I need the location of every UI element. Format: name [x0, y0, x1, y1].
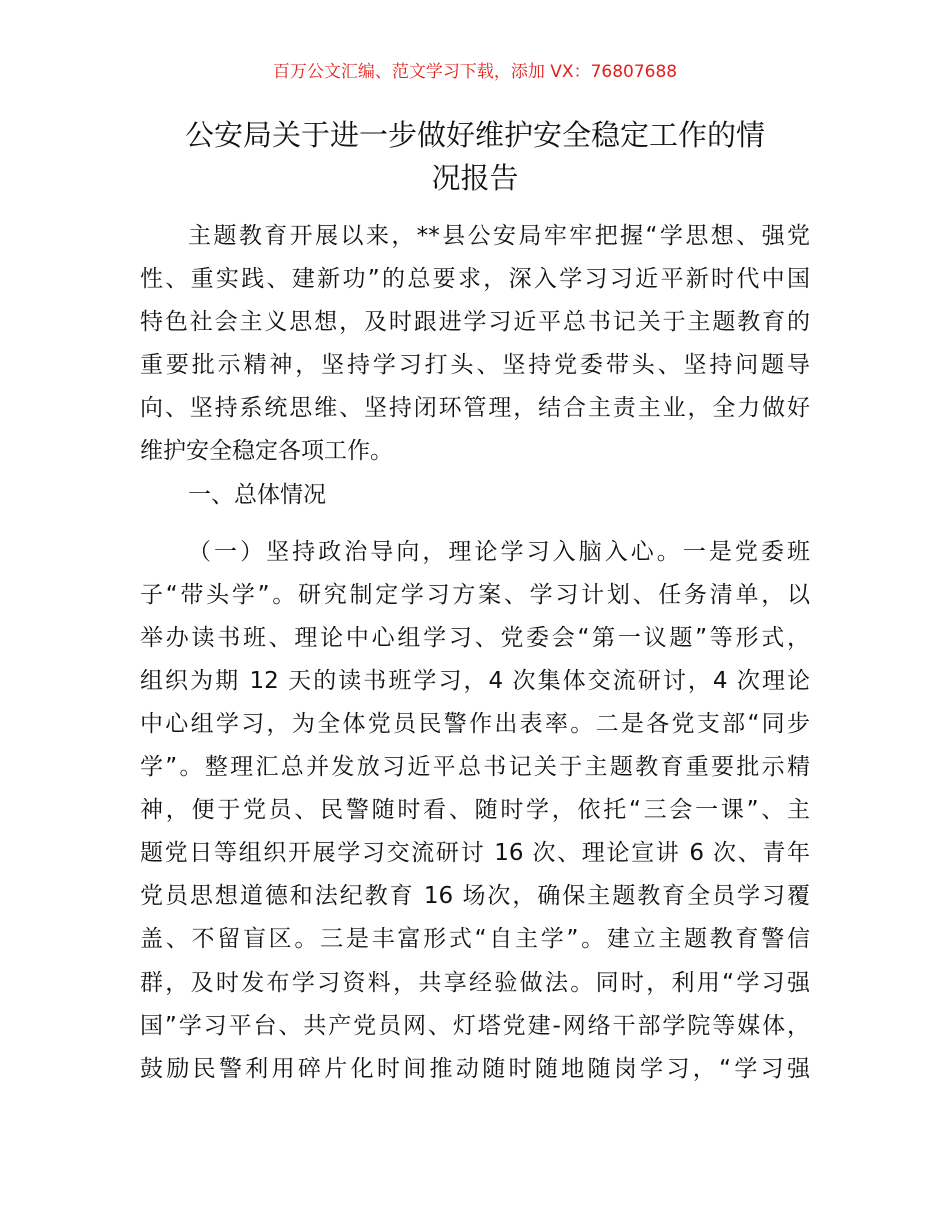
- text-line: 中心组学习，为全体党员民警作出表率。二是各党支部“同步: [140, 710, 810, 737]
- title-line: 公安局关于进一步做好维护安全稳定工作的情: [184, 118, 765, 152]
- document-body: [140, 215, 810, 1091]
- document-title: [140, 114, 810, 200]
- title-line: 况报告: [431, 161, 519, 195]
- text-line: 盖、不留盲区。三是丰富形式“自主学”。建立主题教育警信: [140, 926, 810, 953]
- text-line: 群，及时发布学习资料，共享经验做法。同时，利用“学习强: [140, 969, 810, 996]
- paragraph-intro: [140, 215, 810, 474]
- text-line: 向、坚持系统思维、坚持闭环管理，结合主责主业，全力做好: [140, 395, 810, 422]
- text-line: 神，便于党员、民警随时看、随时学，依托“三会一课”、主: [140, 797, 810, 824]
- text-line: 特色社会主义思想，及时跟进学习近平总书记关于主题教育的: [140, 309, 810, 336]
- text-line: 组织为期 12 天的读书班学习，4 次集体交流研讨，4 次理论: [140, 667, 810, 694]
- text-line: 子“带头学”。研究制定学习方案、学习计划、任务清单，以: [140, 581, 810, 608]
- text-line: 维护安全稳定各项工作。: [140, 438, 393, 465]
- text-line: 党员思想道德和法纪教育 16 场次，确保主题教育全员学习覆: [140, 883, 810, 910]
- watermark-text: 百万公文汇编、范文学习下载，添加 VX：76807688: [272, 62, 678, 82]
- text-line: （一）坚持政治导向，理论学习入脑入心。一是党委班: [188, 538, 810, 565]
- text-line: 国”学习平台、共产党员网、灯塔党建-网络干部学院等媒体，: [140, 1012, 810, 1039]
- text-line: 举办读书班、理论中心组学习、党委会“第一议题”等形式，: [140, 624, 810, 651]
- text-line: 学”。整理汇总并发放习近平总书记关于主题教育重要批示精: [140, 754, 810, 781]
- section-heading: 一、总体情况: [188, 481, 326, 508]
- text-line: 主题教育开展以来，**县公安局牢牢把握“学思想、强党: [188, 223, 810, 249]
- text-line: 性、重实践、建新功”的总要求，深入学习习近平新时代中国: [140, 266, 810, 293]
- text-line: 重要批示精神，坚持学习打头、坚持党委带头、坚持问题导: [140, 352, 810, 379]
- paragraph-political-guidance: [140, 531, 810, 1091]
- text-line: 鼓励民警利用碎片化时间推动随时随地随岗学习，“学习强: [140, 1055, 810, 1082]
- text-line: 题党日等组织开展学习交流研讨 16 次、理论宣讲 6 次、青年: [140, 840, 810, 867]
